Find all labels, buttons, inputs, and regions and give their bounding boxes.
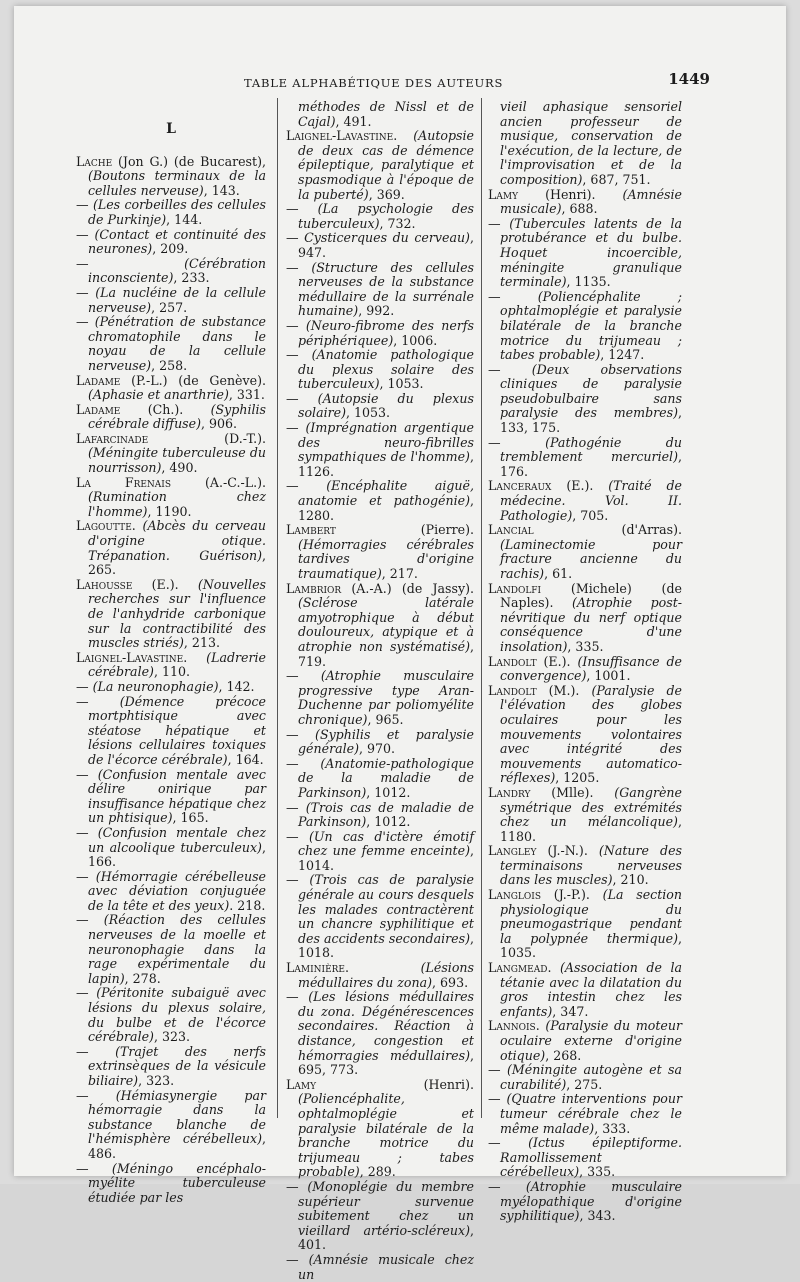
page-reference: , 491. [335,113,372,129]
index-entry [488,684,682,786]
index-column-3 [488,99,683,1224]
article-title: (Démence précoce mortphtisique avec stéatose hépatique et lésions cellulaires toxiques de l'écorce cérébrale) [88,693,266,767]
author-details: (M.). [536,682,592,698]
page-reference: , 693. [432,974,469,990]
page-number: 1449 [668,70,710,88]
page-reference: , 695, 773. [298,1047,474,1078]
page-reference: , 265. [88,547,266,578]
index-entry [488,888,682,961]
index-entry [76,403,266,432]
page-reference: , 61. [544,566,573,581]
page-reference: , 209. [152,241,189,257]
page-reference: , 1126. [298,449,474,479]
article-title: (Tubercules latents de la protubérance et du bulbe. Hoquet incoercible, méningite granulique terminale) [500,215,682,290]
article-title: (Lésions médullaires du zona) [298,960,474,990]
page-reference: , 143. [203,182,240,198]
index-entry [286,830,474,874]
article-title: (Ladrerie cérébrale) [88,649,266,680]
author-name: Lamy [488,186,519,202]
index-entry [286,1078,474,1180]
author-details: . [393,128,414,144]
article-title: (Association de la tétanie avec la dilatation du gros intestin chez les enfants) [500,960,682,1019]
article-title: (Pathogénie du tremblement mercuriel) [500,434,682,465]
index-entry [76,1089,266,1162]
repeat-dash: — [76,868,96,884]
index-entry [286,392,474,421]
repeat-dash: — [76,1160,112,1176]
index-entry [488,479,682,523]
page-reference: , 258. [151,357,188,373]
author-details: (Pierre). [335,522,474,538]
article-title: méthodes de Nissl et de Cajal) [298,99,474,129]
index-entry [488,961,682,1019]
author-details: (P.-L.) (de Genève). [120,372,266,388]
index-entry [76,680,266,695]
repeat-dash: — [488,288,538,304]
author-name: Lambert [286,522,336,538]
repeat-dash: — [286,390,318,406]
page-reference: , 213. [183,635,220,651]
index-entry [286,319,474,348]
column-rule [481,98,482,1118]
article-title: (Atrophie musculaire myélopathique d'origine syphilitique) [500,1178,682,1224]
article-title: (Paralysie du moteur oculaire externe d'origine otique) [500,1018,682,1063]
author-name: Langlois [488,887,542,903]
author-details: (Michele) (de Naples). [500,580,682,611]
article-title: (Syphilis et paralysie générale) [298,726,474,757]
author-name: Lagoutte [76,518,132,534]
article-title: (Trois cas de paralysie générale au cours desquels les malades contractèrent un chancre syphilitique et des accidents secondaires) [298,872,474,946]
page-reference: , 1018. [298,930,474,961]
index-entry [286,421,474,479]
index-entry [76,986,266,1044]
author-details: (d'Arras). [533,522,682,538]
page-reference: , 401. [298,1222,474,1253]
author-details: (A.-A.) (de Jassy). [341,580,474,596]
article-title: (Imprégnation argentique des neuro-fibrilles sympathiques de l'homme) [298,420,474,465]
article-title: (Amnésie musicale) [500,186,682,217]
page-reference: , 369. [368,186,405,202]
page-reference: , 176. [500,449,682,479]
page-reference: , 965. [367,711,404,727]
page-reference: , 110. [153,664,191,680]
page-reference: , 233. [173,270,210,286]
repeat-dash: — [488,1178,526,1194]
page-reference: , 687, 751. [582,171,651,187]
index-entry [76,286,266,315]
repeat-dash: — [76,693,120,709]
author-name: Landolt [488,682,537,698]
repeat-dash: — [286,201,318,217]
author-details: (E.). [132,576,198,592]
page-reference: , 490. [161,460,198,476]
index-entry [488,290,682,363]
repeat-dash: — [286,230,305,246]
repeat-dash: — [286,726,316,742]
index-entry [286,129,474,202]
page-reference: , 486. [88,1131,266,1161]
article-title: (Autopsie du plexus solaire) [298,390,474,421]
repeat-dash: — [286,989,309,1005]
author-details: (E.). [536,653,578,669]
article-title: (Poliencéphalite, ophtalmoplégie et paralysie bilatérale de la branche motrice du trijumeau ; tabes probable) [298,1091,474,1180]
author-name: Lache [76,153,113,169]
running-title: TABLE ALPHABÉTIQUE DES AUTEURS [244,76,504,90]
repeat-dash: — [76,985,97,1001]
article-title: (Un cas d'ictère émotif chez une femme enceinte) [298,828,474,859]
page-reference: , 133, 175. [500,405,682,436]
author-name: Lamy [286,1076,317,1092]
repeat-dash: — [76,1043,116,1059]
index-entry [76,519,266,577]
article-title: (La nucléine de la cellule nerveuse) [88,284,266,315]
page-reference: , 278. [124,970,161,986]
article-title: (Atrophie musculaire progressive type Aran-Duchenne par poliomyélite chronique) [298,668,474,727]
article-title: (Aphasie et anarthrie) [88,387,229,403]
index-entry [286,873,474,961]
article-title: (Gangrène symétrique des extrémités chez un mélancolique) [500,784,682,830]
article-title: (Syphilis cérébrale diffuse) [88,401,266,432]
index-entry [76,374,266,403]
article-title: (Pénétration de substance chromatophile dans le noyau de la cellule nerveuse) [88,314,266,373]
article-title: (Anatomie pathologique du plexus solaire des tuberculeux) [298,347,474,392]
page-reference: , 331. [228,387,265,403]
index-entry [488,1063,682,1092]
index-entry [488,523,682,581]
author-name: Laignel-Lavastine [76,649,184,665]
author-name: Landry [488,784,531,800]
index-entry [286,961,474,990]
repeat-dash: — [286,668,321,684]
page-reference: , 1135. [566,274,611,290]
repeat-dash: — [286,347,312,363]
repeat-dash: — [76,1087,116,1103]
article-title: (La psychologie des tuberculeux) [298,201,474,231]
repeat-dash: — [286,1178,308,1194]
page-reference: , 1014. [298,843,474,873]
article-title: (La section physiologique du pneumogastrique pendant la polypnée thermique) [500,887,682,946]
repeat-dash: — [286,872,310,888]
index-entry [286,801,474,830]
index-entry [286,202,474,231]
article-title: (Hémiasynergie par hémorragie dans la substance blanche de l'hémisphère cérébelleux) [88,1087,266,1147]
index-entry [488,1019,682,1063]
page-reference: , 705. [572,507,609,523]
article-title: vieil aphasique sensoriel ancien professeur de musique, conservation de l'exécution, de la lecture, de l'improvisation et de la composition) [500,99,682,187]
article-title: (Péritonite subaiguë avec lésions du plexus solaire, du bulbe et de l'écorce cérébrale) [88,985,266,1045]
page-reference: , 289. [359,1164,396,1180]
repeat-dash: — [488,1062,507,1078]
page-reference: , 144. [166,211,203,227]
page-reference: , 142. [218,678,255,694]
page-reference: , 1280. [298,493,474,523]
page-reference: , 275. [566,1076,603,1092]
author-name: Laignel-Lavastine [286,128,394,144]
author-details: . [344,960,421,976]
repeat-dash: — [488,1091,507,1107]
author-name: Lafarcinade [76,430,149,446]
index-column-1 [76,100,267,1205]
author-name: Langmead [488,960,548,976]
index-entry [488,1092,682,1136]
page-reference: , 1012. [366,784,411,800]
page-reference: . 218. [229,897,266,913]
article-title: (Abcès du cerveau d'origine otique. Trépanation. Guérison) [88,518,266,563]
page-reference: , 906. [201,416,238,432]
author-details: (A.-C.-L.). [171,474,267,490]
author-name: Ladame [76,401,121,417]
article-title: (Monoplégie du membre supérieur survenue subitement chez un vieillard artério-scléreux) [298,1178,474,1238]
article-title: (Hémorragie cérébelleuse avec déviation conjuguée de la tête et des yeux) [88,868,266,913]
article-title: (Amnésie musicale chez un [298,1251,474,1282]
page-reference: , 164. [227,751,264,767]
index-entry [286,261,474,319]
index-entry [76,198,266,227]
author-details: (Jon G.) (de Bucarest), [112,153,266,169]
author-details: (J.-P.). [541,887,603,903]
page-reference: , 323. [153,1029,191,1045]
index-entry [488,217,682,290]
page-reference: , 732. [379,215,416,231]
index-entry [76,257,266,286]
article-title: (Réaction des cellules nerveuses de la moelle et neuronophagie dans la rage expérimentale du lapin) [88,912,266,986]
page-reference: , 335. [579,1164,616,1180]
column-rule [277,98,278,1118]
author-details: . [183,649,207,665]
index-entry [76,826,266,870]
index-entry [76,651,266,680]
index-entry [488,188,682,217]
repeat-dash: — [76,912,104,928]
index-entry [488,363,682,436]
index-entry [488,436,682,480]
page-reference: , 210. [612,872,649,888]
author-details: (Ch.). [120,401,211,417]
page-reference: , 165. [172,810,209,826]
index-entry [286,479,474,523]
author-name: Landolt [488,653,537,669]
article-title: (Méningo encéphalo-myélite tuberculeuse étudiée par les [88,1160,266,1205]
page-reference: , 166. [88,839,266,870]
page-reference: , 719. [298,638,474,669]
author-name: Lanceraux [488,478,552,494]
index-entry [76,315,266,373]
article-title: (Cérébration inconsciente) [88,255,266,286]
author-details: (J.-N.). [536,843,599,859]
page-reference: , 947. [298,230,474,260]
repeat-dash: — [76,255,185,271]
index-entry [488,655,682,684]
index-entry [286,1180,474,1253]
article-title: (Quatre interventions pour tumeur cérébrale chez le même malade) [500,1091,682,1136]
repeat-dash: — [286,259,312,275]
article-title: (Boutons terminaux de la cellules nerveuse) [88,168,266,198]
author-name: Lannois [488,1018,536,1034]
page-reference: , 217. [381,566,418,581]
article-title: (Sclérose latérale amyotrophique à début douloureux, atypique et à atrophie non systématisé) [298,595,474,654]
author-details: (Henri). [518,186,623,202]
index-entry [76,1045,266,1089]
index-entry [76,476,266,520]
page-reference: , 343. [579,1208,616,1224]
page-reference: , 1006. [393,332,438,348]
author-details: (Mlle). [530,784,615,800]
index-column-2 [286,99,474,1282]
article-title: (Traité de médecine. Vol. II. Pathologie) [500,478,682,523]
index-entry [76,695,266,768]
repeat-dash: — [286,755,321,771]
page-reference: , 323. [138,1073,175,1088]
section-letter: L [166,121,176,137]
index-entry [286,757,474,801]
author-details: (E.). [551,478,609,494]
article-title: (Contact et continuité des neurones) [88,226,266,257]
article-title: (Hémorragies cérébrales tardives d'origine traumatique) [298,536,474,581]
article-title: (Confusion mentale chez un alcoolique tuberculeux) [88,824,266,855]
index-entry [76,432,266,476]
article-title: (Rumination chez l'homme) [88,489,266,519]
author-name: Lahousse [76,576,133,592]
index-entry [286,523,474,581]
repeat-dash: — [76,678,93,694]
page-reference: , 1190. [147,503,192,519]
page-reference: , 268. [545,1047,582,1063]
author-details: . [547,960,560,976]
index-entry [286,728,474,757]
repeat-dash: — [76,824,98,840]
article-title: (Deux observations cliniques de paralysie pseudobulbaire sans paralysie des membres) [500,361,682,421]
index-entry [488,1180,682,1224]
page-reference: , 1053. [379,376,424,392]
author-details: (Henri). [316,1076,474,1092]
index-entry [76,155,266,199]
author-name: Lancial [488,522,534,538]
author-name: Laminière [286,960,345,976]
page-reference: , 992. [358,303,395,319]
index-entry [76,578,266,651]
article-title: (Les lésions médullaires du zona. Dégénérescences secondaires. Réaction à distance, congestion et hémorragies médullaires) [298,989,474,1063]
article-title: (Les corbeilles des cellules de Purkinje) [88,197,266,227]
page-reference: , 347. [552,1003,589,1019]
page-reference: , 1001. [586,668,631,684]
index-entry [488,1136,682,1180]
index-entry [488,786,682,844]
repeat-dash: — [488,361,532,377]
page-reference: , 1035. [500,930,682,961]
author-name: Ladame [76,372,121,388]
index-entry [286,348,474,392]
page-reference: , 257. [151,299,188,315]
repeat-dash: — [286,799,306,815]
index-entry [488,100,682,188]
article-title: (La neuronophagie) [92,678,219,694]
index-entry [286,990,474,1078]
repeat-dash: — [488,434,546,450]
author-name: Landolfi [488,580,542,596]
article-title: (Trajet des nerfs extrinsèques de la vésicule biliaire) [88,1043,266,1088]
article-title: (Laminectomie pour fracture ancienne du rachis) [500,536,682,581]
article-title: (Anatomie-pathologique de la maladie de Parkinson) [298,755,474,800]
page-reference: , 1012. [366,814,411,830]
article-title: (Paralysie de l'élévation des globes oculaires pour les mouvements volontaires avec intégrité des mouvements automatico-réflexes) [500,682,682,786]
repeat-dash: — [286,828,309,844]
author-details: . [131,518,143,534]
article-title: (Insuffisance de convergence) [500,653,682,684]
index-entry [286,1253,474,1282]
article-title: (Méningite autogène et sa curabilité) [500,1062,682,1092]
page-reference: , 1053. [346,405,391,421]
index-entry [76,870,266,914]
repeat-dash: — [286,1251,309,1267]
article-title: (Méningite tuberculeuse du nourrisson) [88,445,266,476]
repeat-dash: — [76,284,96,300]
article-title: (Poliencéphalite ; ophtalmoplégie et paralysie bilatérale de la branche motrice du trijumeau ; tabes probable) [500,288,682,363]
repeat-dash: — [76,197,93,213]
repeat-dash: — [76,766,98,782]
article-title: (Neuro-fibrome des nerfs périphériquee) [298,317,474,348]
index-entry [488,582,682,655]
repeat-dash: — [76,226,95,242]
repeat-dash: — [286,317,306,333]
index-entry [286,231,474,260]
author-name: La Frenais [76,474,172,490]
repeat-dash: — [76,314,95,330]
article-title: (Trois cas de maladie de Parkinson) [298,799,474,830]
article-title: (Autopsie de deux cas de démence épileptique, paralytique et spasmodique à l'époque de la puberté) [298,128,474,202]
article-title: (Encéphalite aiguë, anatomie et pathogénie) [298,478,474,509]
page-reference: , 335. [567,638,604,654]
page-reference: , 1247. [600,347,645,363]
author-name: Lambrior [286,580,342,596]
article-title: (Ictus épileptiforme. Ramollissement cérébelleux) [500,1135,682,1180]
article-title: (Structure des cellules nerveuses de la substance médullaire de la surrénale humaine) [298,259,474,319]
index-entry [286,669,474,727]
page-reference: , 1205. [555,770,600,786]
page-reference: , 970. [359,741,396,757]
repeat-dash: — [488,215,510,231]
article-title: (Confusion mentale avec délire onirique par insuffisance hépatique chez un phtisique) [88,766,266,826]
article-title: Cysticerques du cerveau) [304,230,470,246]
page-reference: , 688. [561,201,598,217]
author-details: . [535,1018,546,1034]
article-title: (Nouvelles recherches sur l'influence de l'anhydride carbonique sur la contractibilité des muscles striés) [88,576,266,651]
author-details: (D.-T.). [148,430,266,446]
article-title: (Atrophie post-névritique du nerf optique conséquence d'une insolation) [500,595,683,654]
index-entry [76,228,266,257]
page-reference: , 1180. [500,814,682,844]
index-entry [76,913,266,986]
page-reference: , 333. [594,1120,631,1136]
repeat-dash: — [286,420,306,436]
index-entry [286,582,474,670]
author-name: Langley [488,843,537,859]
index-entry [488,844,682,888]
article-title: (Nature des terminaisons nerveuses dans les muscles) [500,843,682,888]
repeat-dash: — [286,478,327,494]
index-entry [286,100,474,129]
index-entry [76,1162,266,1206]
repeat-dash: — [488,1135,529,1151]
index-entry [76,768,266,826]
page-header [84,70,710,94]
